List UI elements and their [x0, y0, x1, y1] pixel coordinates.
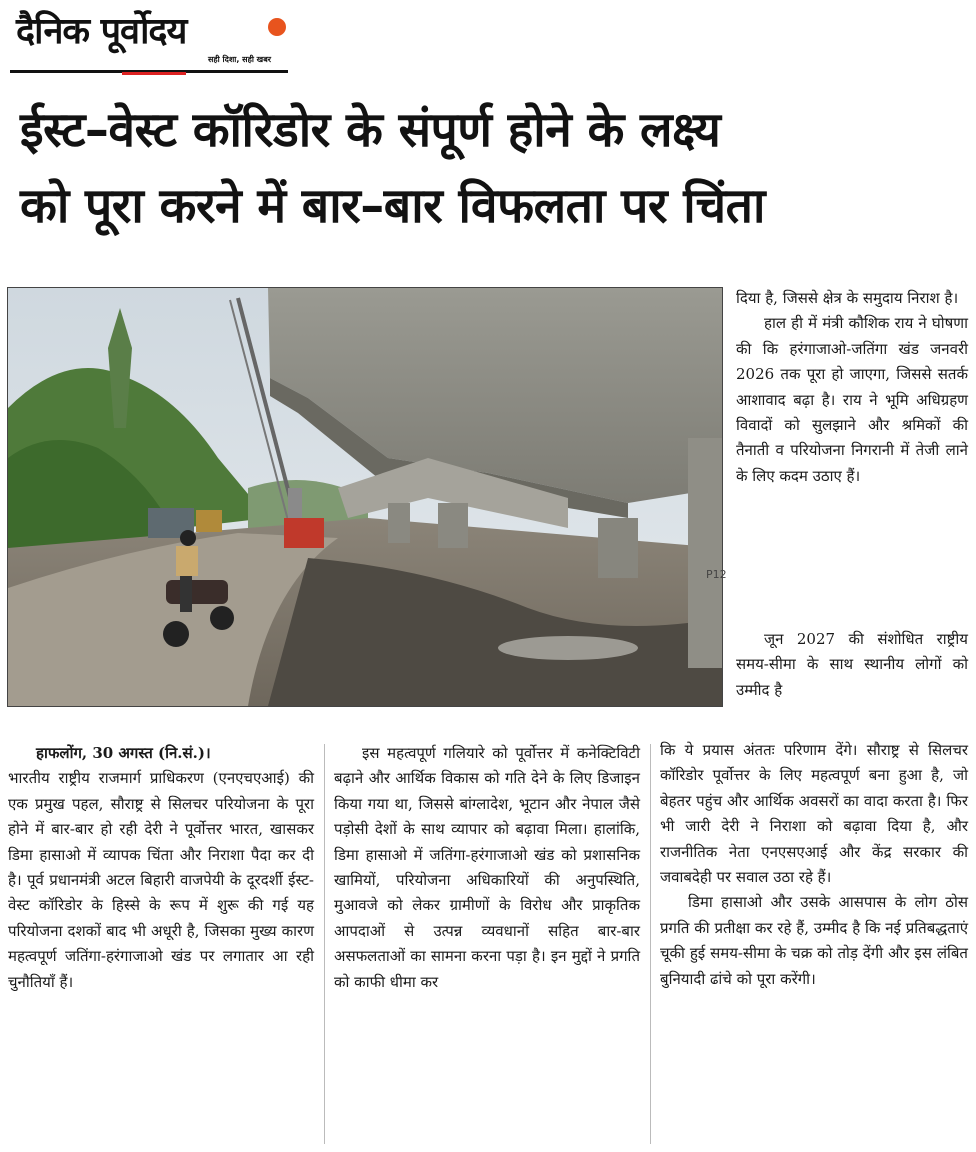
masthead [10, 6, 288, 76]
article-column-right-top [736, 286, 968, 489]
column-divider [650, 744, 651, 1144]
photo-illustration [8, 288, 727, 706]
article-paragraph: भारतीय राष्ट्रीय राजमार्ग प्राधिकरण (एनएचएआई) की एक प्रमुख पहल, सौराष्ट्र से सिलचर परियोजना के पूरा होने में बार-बार हो रही देरी ने पूर्वोत्तर भारत, खासकर डिमा हासाओ में व्यापक चिंता और निराशा पैदा कर दी है। पूर्व प्रधानमंत्री अटल बिहारी वाजपेयी के दूरदर्शी ईस्ट-वेस्ट कॉरिडोर के हिस्से के रूप में शुरू की गई यह परियोजना दशकों बाद भी अधूरी है, जिसका मुख्य कारण महत्वपूर्ण जतिंगा-हरंगाजाओ खंड पर लगातार आ रही चुनौतियाँ हैं। [8, 769, 314, 991]
logo-dot-icon [268, 18, 286, 36]
article-column-3 [660, 738, 968, 992]
masthead-accent-rule [122, 72, 186, 75]
headline-line-2: को पूरा करने में बार–बार विफलता पर चिंता [20, 178, 765, 234]
article-column-right-mid [736, 627, 968, 703]
article-paragraph: इस महत्वपूर्ण गलियारे को पूर्वोत्तर में कनेक्टिविटी बढ़ाने और आर्थिक विकास को गति देने के लिए डिजाइन किया गया था, जिससे बांग्लादेश, भूटान और नेपाल जैसे पड़ोसी देशों के साथ व्यापार को बढ़ावा मिला। हालांकि, डिमा हासाओ में जतिंगा-हरंगाजाओ खंड को प्रशासनिक खामियों, परियोजना अधिकारियों की अनुपस्थिति, मुआवजे को लेकर ग्रामीणों के विरोध और प्राकृतिक आपदाओं से उत्पन्न व्यवधानों सहित बार-बार असफलताओं का सामना करना पड़ा है। इन मुद्दों ने प्रगति को काफी धीमा कर [334, 744, 640, 991]
newspaper-logo: दैनिक पूर्वोदय [16, 11, 187, 52]
news-photo [7, 287, 727, 707]
headline-line-1: ईस्ट–वेस्ट कॉरिडोर के संपूर्ण होने के लक्ष्य [20, 102, 721, 158]
article-column-2 [334, 741, 640, 995]
article-paragraph: डिमा हासाओ और उसके आसपास के लोग ठोस प्रगति की प्रतीक्षा कर रहे हैं, उम्मीद है कि नई प्रतिबद्धताएं चूकी हुई समय-सीमा के चक्र को तोड़ देंगी और इस लंबित बुनियादी ढांचे को पूरा करेंगी। [660, 893, 968, 988]
headline [20, 92, 960, 244]
pillar-label: P12 [706, 568, 727, 581]
article-paragraph: हाल ही में मंत्री कौशिक राय ने घोषणा की कि हरंगाजाओ-जतिंगा खंड जनवरी 2026 तक पूरा हो जाएगा, जिससे सतर्क आशावाद बढ़ा है। राय ने भूमि अधिग्रहण विवादों को सुलझाने और श्रमिकों की तैनाती व परियोजना निगरानी में तेजी लाने के लिए कदम उठाए हैं। [736, 314, 968, 485]
masthead-tagline: सही दिशा, सही खबर [208, 55, 272, 64]
column-divider [324, 744, 325, 1144]
article-paragraph: कि ये प्रयास अंततः परिणाम देंगे। सौराष्ट्र से सिलचर कॉरिडोर पूर्वोत्तर के लिए महत्वपूर्ण बना हुआ है, जो बेहतर पहुंच और आर्थिक अवसरों का वादा करता है। फिर भी जारी देरी ने निराशा को बढ़ावा दिया है, और राजनीतिक नेता एनएसएआई और केंद्र सरकार की जवाबदेही पर सवाल उठा रहे हैं। [660, 741, 968, 887]
article-paragraph: जून 2027 की संशोधित राष्ट्रीय समय-सीमा के साथ स्थानीय लोगों को उम्मीद है [736, 630, 968, 699]
article-paragraph: दिया है, जिससे क्षेत्र के समुदाय निराश है। [736, 289, 959, 307]
dateline: हाफलोंग, 30 अगस्त (नि.सं.)। [36, 744, 211, 762]
article-column-1 [8, 741, 314, 995]
